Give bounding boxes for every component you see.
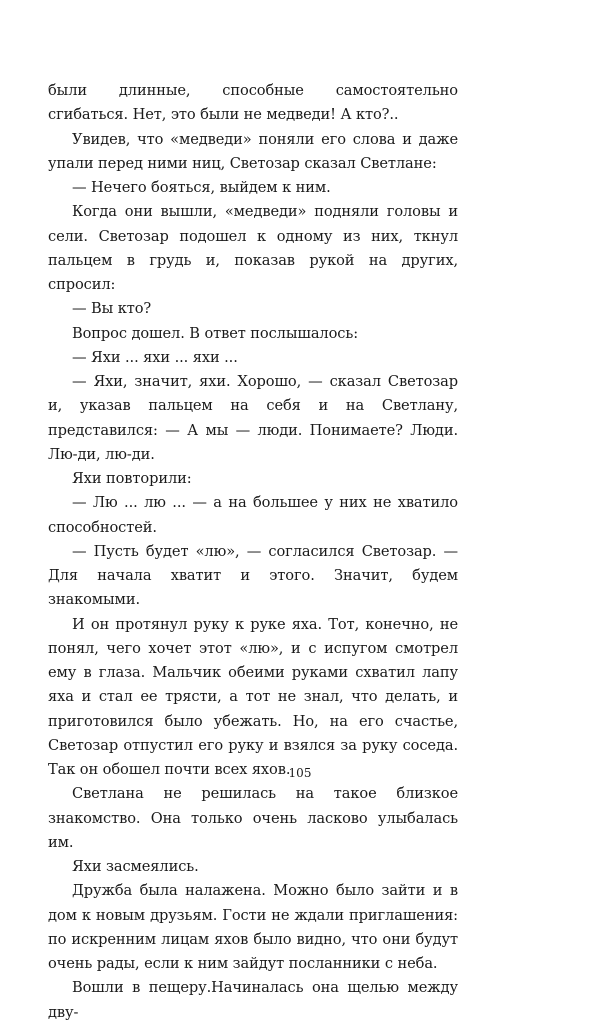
paragraph: Увидев, что «медведи» поняли его слова и даже упали перед ними ниц, Светозар сказал Светлане: xyxy=(48,130,458,172)
paragraph: Когда они вышли, «медведи» подняли головы и сели. Светозар подошел к одному из них, ткнул пальцем в грудь и, показав рукой на других, спросил: xyxy=(48,203,458,293)
paragraph: — Пусть будет «лю», — согласился Светозар. — Для начала хватит и этого. Значит, будем знакомыми. xyxy=(48,542,458,609)
paragraph: Вопрос дошел. В ответ послышалось: xyxy=(72,324,359,342)
paragraph: — Лю ... лю ... — а на большее у них не хватило способностей. xyxy=(48,494,458,536)
paragraph: Яхи засмеялись. xyxy=(72,858,199,875)
paragraph: Светлана не решилась на такое близкое знакомство. Она только очень ласково улыбалась им. xyxy=(48,785,458,851)
paragraph: были длинные, способные самостоятельно сгибаться. Нет, это были не медведи! А кто?.. xyxy=(48,82,458,124)
paragraph: Дружба была налажена. Можно было зайти и в дом к новым друзьям. Гости не ждали приглашения: по искренним лицам яхов было видно, что они будут очень рады, если к ним зайдут посланники с неба. xyxy=(48,882,458,972)
paragraph: — Вы кто? xyxy=(72,300,152,318)
paragraph: Вошли в пещеру.Начиналась она щелью между дву- xyxy=(48,979,458,1021)
page-body xyxy=(48,79,458,1025)
paragraph: — Нечего бояться, выйдем к ним. xyxy=(72,179,331,196)
paragraph: — Яхи, значит, яхи. Хорошо, — сказал Светозар и, указав пальцем на себя и на Светлану, представился: — А мы — люди. Понимаете? Люди. Лю-ди, лю-ди. xyxy=(48,373,458,463)
paragraph: Яхи повторили: xyxy=(72,470,192,487)
paragraph: И он протянул руку к руке яха. Тот, конечно, не понял, чего хочет этот «лю», и с испугом смотрел ему в глаза. Мальчик обеими руками схватил лапу яха и стал ее трясти, а тот не знал, что делать, и приготовился было убежать. Но, на его счастье, Светозар отпустил его руку и взялся за руку соседа. Так он обошел почти всех яхов. xyxy=(48,615,458,778)
page-number: 105 xyxy=(288,766,312,780)
paragraph: — Яхи ... яхи ... яхи ... xyxy=(72,348,238,366)
